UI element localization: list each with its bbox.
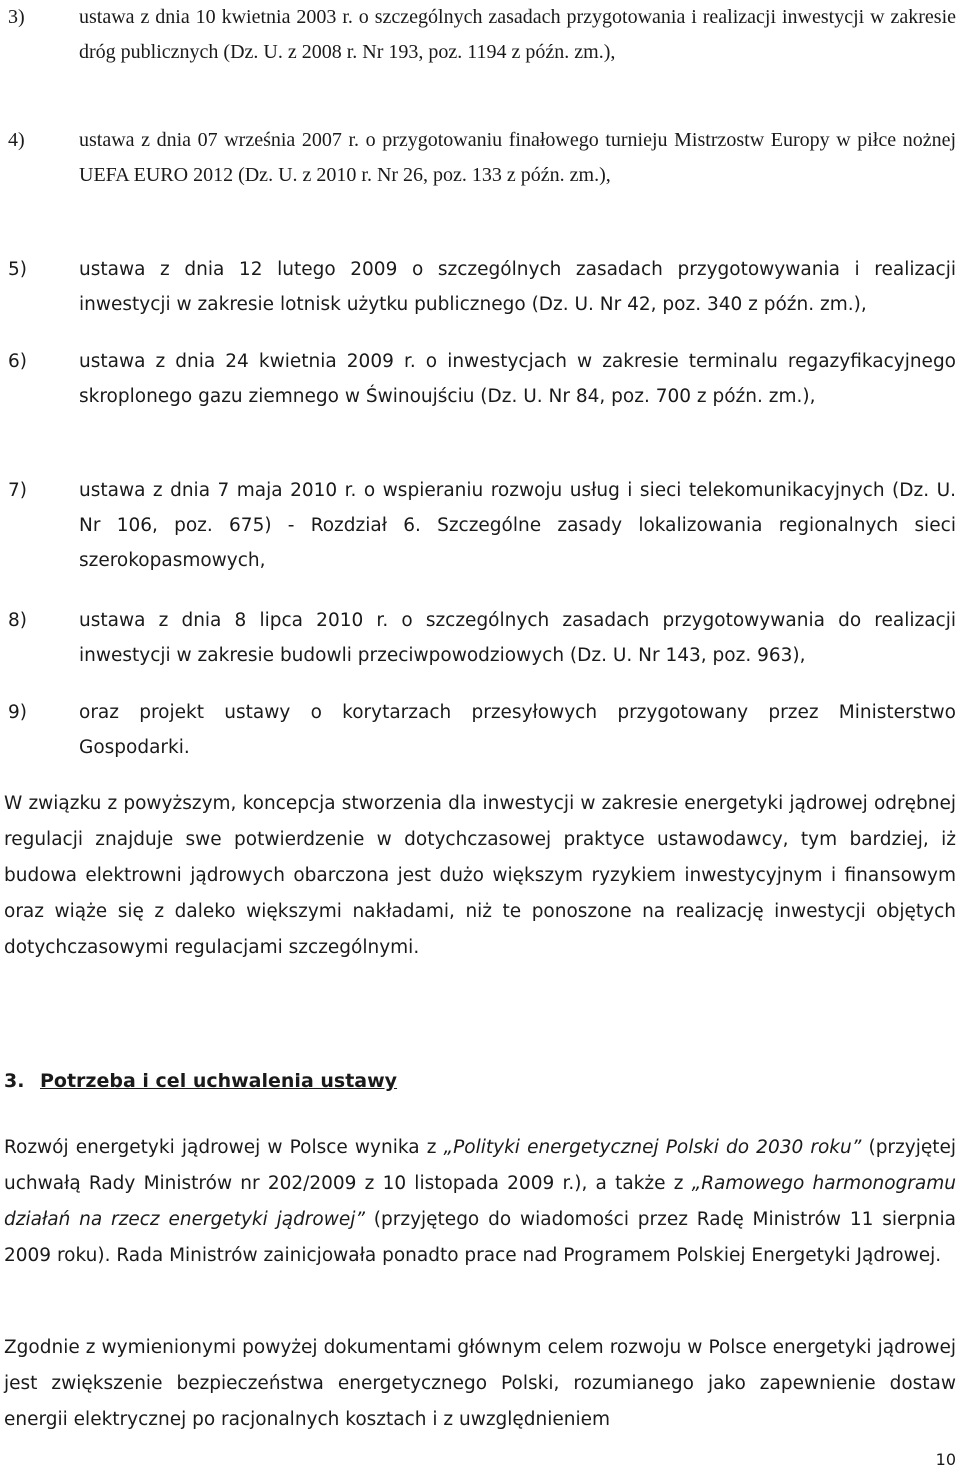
list-item-text: ustawa z dnia 10 kwietnia 2003 r. o szczególnych zasadach przygotowania i realizacji inwestycji w zakresie dróg publicznych (Dz. U. z 2008 r. Nr 193, poz. 1194 z późn. zm.), (79, 6, 956, 63)
list-item-text: oraz projekt ustawy o korytarzach przesyłowych przygotowany przez Ministerstwo Gospodarki. (79, 702, 956, 758)
document-title-italic: „Ramowego harmonogramu działań na rzecz energetyki jądrowej” (4, 1173, 956, 1230)
list-item-number: 5) (8, 259, 27, 280)
paragraph (4, 1130, 956, 1274)
list-item-number: 9) (8, 702, 27, 723)
list-item-text: ustawa z dnia 07 września 2007 r. o przygotowaniu finałowego turnieju Mistrzostw Europy w piłce nożnej UEFA EURO 2012 (Dz. U. z 2010 r. Nr 26, poz. 133 z późn. zm.), (79, 129, 956, 186)
list-item-text: ustawa z dnia 7 maja 2010 r. o wspieraniu rozwoju usług i sieci telekomunikacyjnych (Dz. U. Nr 106, poz. 675) - Rozdział 6. Szczególne zasady lokalizowania regionalnych sieci szerokopasmowych, (79, 480, 956, 571)
list-item-number: 4) (8, 129, 25, 151)
list-item-text: ustawa z dnia 24 kwietnia 2009 r. o inwestycjach w zakresie terminalu regazyfikacyjnego skroplonego gazu ziemnego w Świnoujściu (Dz. U. Nr 84, poz. 700 z późn. zm.), (79, 351, 956, 407)
section-number: 3. (4, 1070, 25, 1092)
paragraph-text: Rozwój energetyki jądrowej w Polsce wynika z (4, 1137, 444, 1158)
list-item-number: 6) (8, 351, 27, 372)
section-heading (4, 1067, 397, 1095)
list-item-number: 7) (8, 480, 27, 501)
paragraph-text: (przyjętej uchwałą Rady Ministrów nr 202/2009 z 10 listopada 2009 r.), a także z (4, 1137, 956, 1194)
paragraph-text: (przyjętego do wiadomości przez Radę Ministrów 11 sierpnia 2009 roku). Rada Ministrów zainicjowała ponadto prace nad Programem Polskiej Energetyki Jądrowej. (4, 1209, 956, 1266)
section-title: Potrzeba i cel uchwalenia ustawy (40, 1070, 398, 1092)
list-item-number: 3) (8, 6, 25, 28)
document-title-italic: „Polityki energetycznej Polski do 2030 roku” (443, 1137, 862, 1158)
list-item-number: 8) (8, 610, 27, 631)
paragraph: Zgodnie z wymienionymi powyżej dokumentami głównym celem rozwoju w Polsce energetyki jądrowej jest zwiększenie bezpieczeństwa energetycznego Polski, rozumianego jako zapewnienie dostaw energii elektrycznej po racjonalnych kosztach i z uwzględnieniem (4, 1337, 956, 1430)
list-item-text: ustawa z dnia 8 lipca 2010 r. o szczególnych zasadach przygotowywania do realizacji inwestycji w zakresie budowli przeciwpowodziowych (Dz. U. Nr 143, poz. 963), (79, 610, 956, 666)
list-item-text: ustawa z dnia 12 lutego 2009 o szczególnych zasadach przygotowywania i realizacji inwestycji w zakresie lotnisk użytku publicznego (Dz. U. Nr 42, poz. 340 z późn. zm.), (79, 259, 956, 315)
paragraph: W związku z powyższym, koncepcja stworzenia dla inwestycji w zakresie energetyki jądrowej odrębnej regulacji znajduje swe potwierdzenie w dotychczasowej praktyce ustawodawcy, tym bardziej, iż budowa elektrowni jądrowych obarczona jest dużo większym ryzykiem inwestycyjnym i finansowym oraz wiąże się z daleko większymi nakładami, niż te ponoszone na realizację inwestycji objętych dotychczasowymi regulacjami szczególnymi. (4, 793, 956, 958)
page-number: 10 (935, 1450, 956, 1469)
